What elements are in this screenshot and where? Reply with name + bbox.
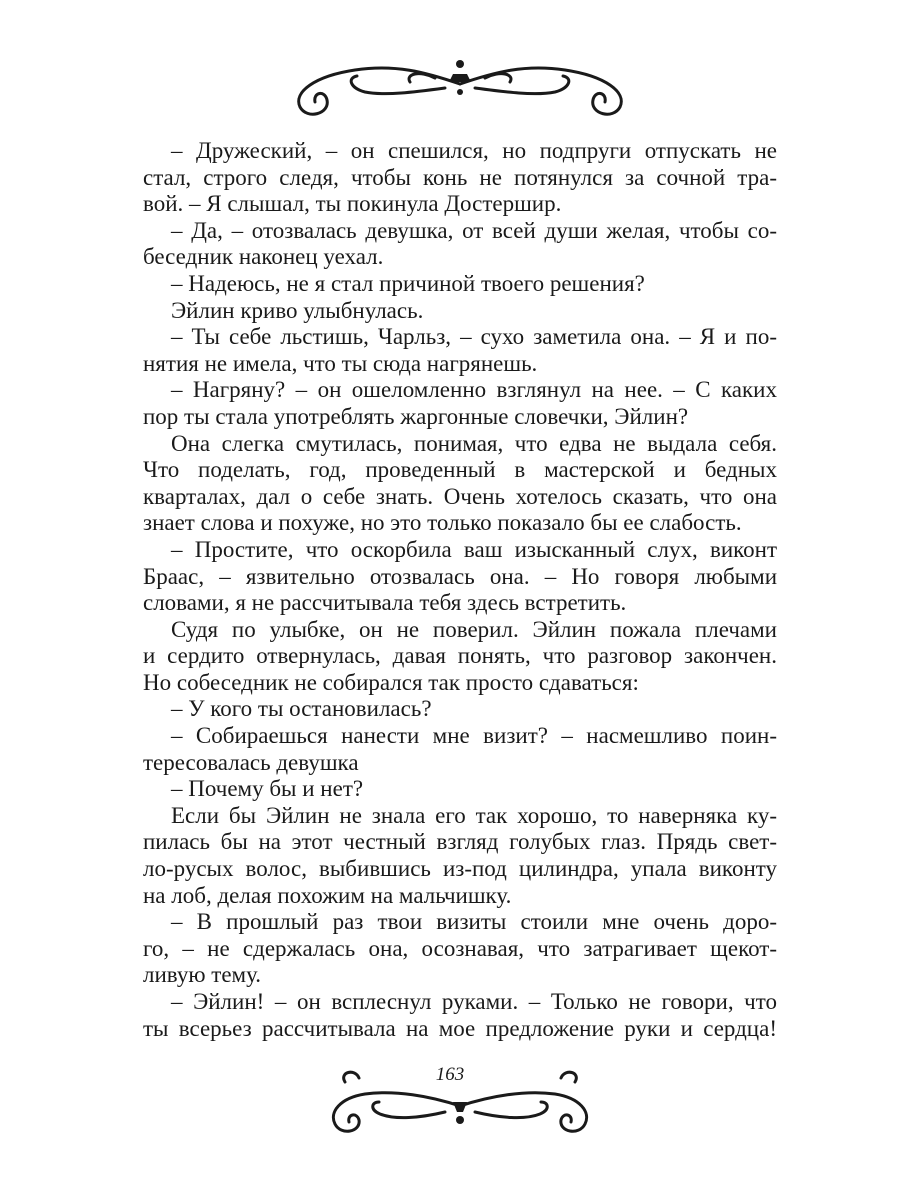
text-line: Она слегка смутилась, понимая, что едва не выдала себя. [171, 430, 777, 456]
text-line: – Собираешься нанести мне визит? – насмешливо поин- [171, 723, 777, 749]
text-line: словами, я не рассчитывала тебя здесь встретить. [143, 590, 627, 616]
text-line: – Простите, что оскорбила ваш изысканный слух, виконт [171, 536, 777, 562]
text-line: – Надеюсь, не я стал причиной твоего решения? [171, 270, 645, 296]
text-line: – Эйлин! – он всплеснул руками. – Только не говори, что [171, 989, 777, 1014]
text-line: Но собеседник не собирался так просто сдаваться: [143, 669, 639, 695]
bottom-ornament-flourish [325, 1062, 595, 1142]
text-line: на лоб, делая похожим на мальчишку. [143, 882, 512, 908]
text-line: вой. – Я слышал, ты покинула Достершир. [143, 191, 562, 217]
text-line: – Почему бы и нет? [171, 776, 364, 802]
text-line: кварталах, дал о себе знать. Очень хотелось сказать, что она [143, 483, 777, 509]
text-line: Эйлин криво улыбнулась. [171, 297, 424, 323]
text-line: – Да, – отозвалась девушка, от всей души желая, чтобы со- [171, 217, 777, 243]
text-line: и сердито отвернулась, давая понять, что разговор закончен. [143, 643, 777, 669]
page-number: 163 [435, 1064, 465, 1085]
text-line: знает слова и похуже, но это только показало бы ее слабость. [143, 510, 742, 536]
text-line: ты всерьез рассчитывала на мое предложение руки и сердца! [143, 1015, 777, 1041]
text-line: беседник наконец уехал. [143, 244, 384, 270]
top-ornament-flourish [285, 52, 635, 122]
text-line: стал, строго следя, чтобы конь не потянулся за сочной тра- [143, 164, 777, 190]
text-line: – У кого ты остановилась? [171, 696, 432, 722]
text-line: пор ты стала употреблять жаргонные словечки, Эйлин? [143, 403, 689, 429]
text-line: тересовалась девушка [143, 749, 359, 775]
text-line: – Дружеский, – он спешился, но подпруги отпускать не [171, 138, 777, 163]
text-line: – Ты себе льстишь, Чарльз, – сухо заметила она. – Я и по- [171, 324, 777, 350]
text-line: пилась бы на этот честный взгляд голубых глаз. Прядь свет- [143, 829, 777, 855]
text-line: ливую тему. [143, 962, 262, 988]
text-line: Браас, – язвительно отозвалась она. – Но говоря любыми [143, 563, 777, 589]
text-line: Судя по улыбке, он не поверил. Эйлин пожала плечами [171, 616, 777, 642]
text-line: го, – не сдержалась она, осознавая, что затрагивает щекот- [143, 935, 777, 961]
text-line: нятия не имела, что ты сюда нагрянешь. [143, 350, 538, 376]
text-line: Если бы Эйлин не знала его так хорошо, то наверняка ку- [171, 802, 777, 828]
text-line: – Нагряну? – он ошеломленно взглянул на нее. – С каких [171, 377, 777, 403]
body-text [143, 138, 777, 1042]
text-line: ло-русых волос, выбившись из-под цилиндра, упала виконту [143, 856, 777, 882]
text-line: Что поделать, год, проведенный в мастерской и бедных [143, 457, 777, 483]
text-line: – В прошлый раз твои визиты стоили мне очень доро- [171, 909, 777, 935]
